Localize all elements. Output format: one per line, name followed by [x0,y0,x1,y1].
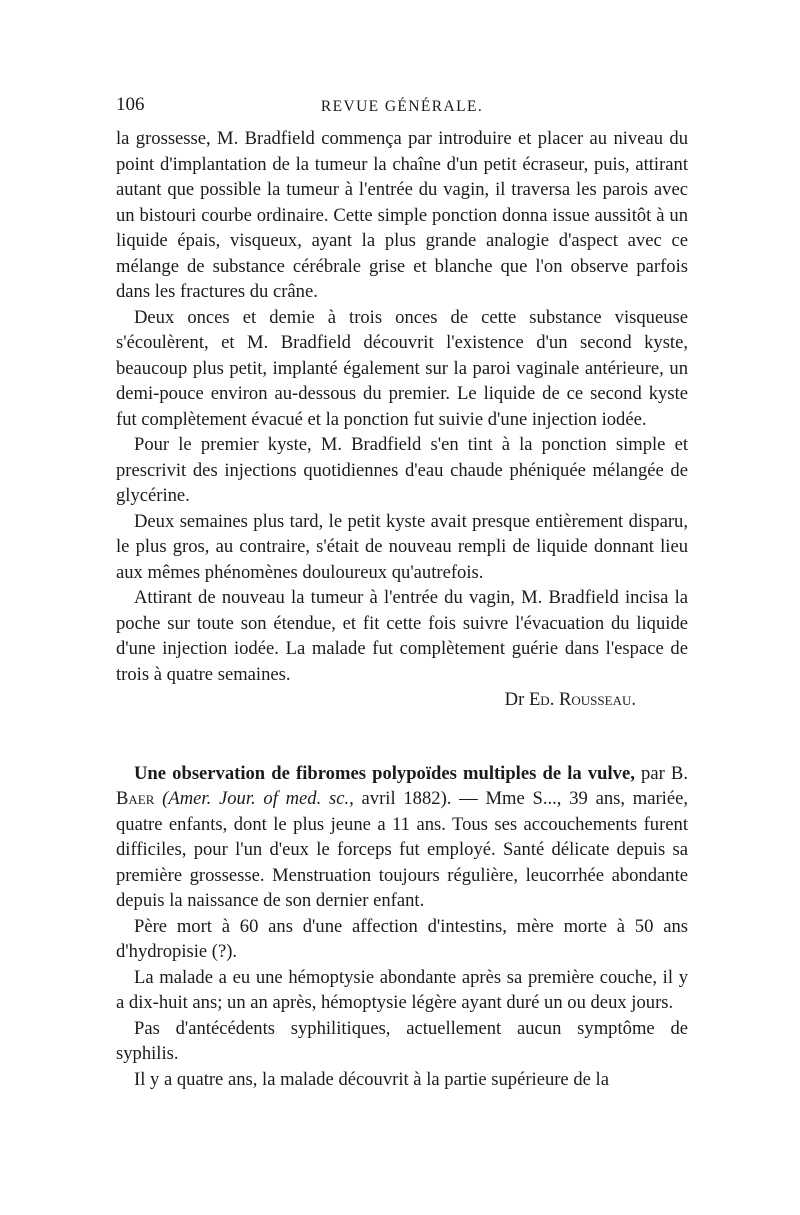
paragraph: Père mort à 60 ans d'une affection d'intestins, mère morte à 50 ans d'hydropisie (?). [116,915,688,962]
paragraph: Pour le premier kyste, M. Bradfield s'en tint à la ponction simple et prescrivit des injections quotidiennes d'eau chaude phéniquée mélangée de glycérine. [116,434,688,506]
paragraph: Il y a quatre ans, la malade découvrit à la partie supérieure de la [134,1068,609,1090]
byline-text: avril 1882). — Mme S..., 39 ans, mariée, quatre enfants, dont le plus jeune a 11 ans. Tous ses accouchements furent difficiles, pour l'un d'eux le forceps fut employé. Santé délicate depuis sa première grossesse. Menstruation toujours régulière, leucorrhée abondante depuis la naissance de son dernier enfant. [116,788,688,911]
running-head: REVUE GÉNÉRALE. [320,98,484,115]
signature-name: Ed. Rousseau. [528,689,636,710]
section-intro-paragraph [116,761,688,914]
byline-source: (Amer. Jour. of med. sc., [162,788,354,809]
paragraph: Attirant de nouveau la tumeur à l'entrée du vagin, M. Bradfield incisa la poche sur toute son étendue, et fit cette fois suivre l'évacuation du liquide d'une injection iodée. La malade fut complètement guérie dans l'espace de trois à quatre semaines. [116,587,688,685]
paragraph: Pas d'antécédents syphilitiques, actuellement aucun symptôme de syphilis. [116,1017,688,1064]
section-title: Une observation de fibromes polypoïdes multiples de la vulve, [134,762,635,784]
page-number: 106 [116,94,145,115]
author-signature [116,687,688,713]
section-gap [116,713,688,761]
paragraph: Deux semaines plus tard, le petit kyste avait presque entièrement disparu, le plus gros, au contraire, s'était de nouveau rempli de liquide donnant lieu aux mêmes phénomènes douloureux qu'autrefois. [116,510,688,583]
paragraph: la grossesse, M. Bradfield commença par introduire et placer au niveau du point d'implantation de la tumeur la chaîne d'un petit écraseur, puis, attirant autant que possible la tumeur à l'entrée du vagin, il traversa les parois avec un bistouri courbe ordinaire. Cette simple ponction donna issue aussitôt à un liquide épais, visqueux, ayant la plus grande analogie d'aspect avec ce mélange de substance cérébrale grise et blanche que l'on observe parfois dans les fractures du crâne. [116,128,688,302]
signature-prefix: Dr [504,689,525,710]
byline-author: Baer [116,788,155,809]
paragraph: Deux onces et demie à trois onces de cette substance visqueuse s'écoulèrent, et M. Bradfield découvrit l'existence d'un second kyste, beaucoup plus petit, implanté également sur la paroi vaginale antérieure, un demi-pouce environ au-dessous du premier. Le liquide de ce second kyste fut complètement évacué et la ponction fut suivie d'une injection iodée. [116,306,688,430]
page-header [116,92,688,120]
byline-prefix: par B. [641,762,688,784]
paragraph: La malade a eu une hémoptysie abondante après sa première couche, il y a dix-huit ans; un an après, hémoptysie légère ayant duré un ou deux jours. [116,966,688,1013]
